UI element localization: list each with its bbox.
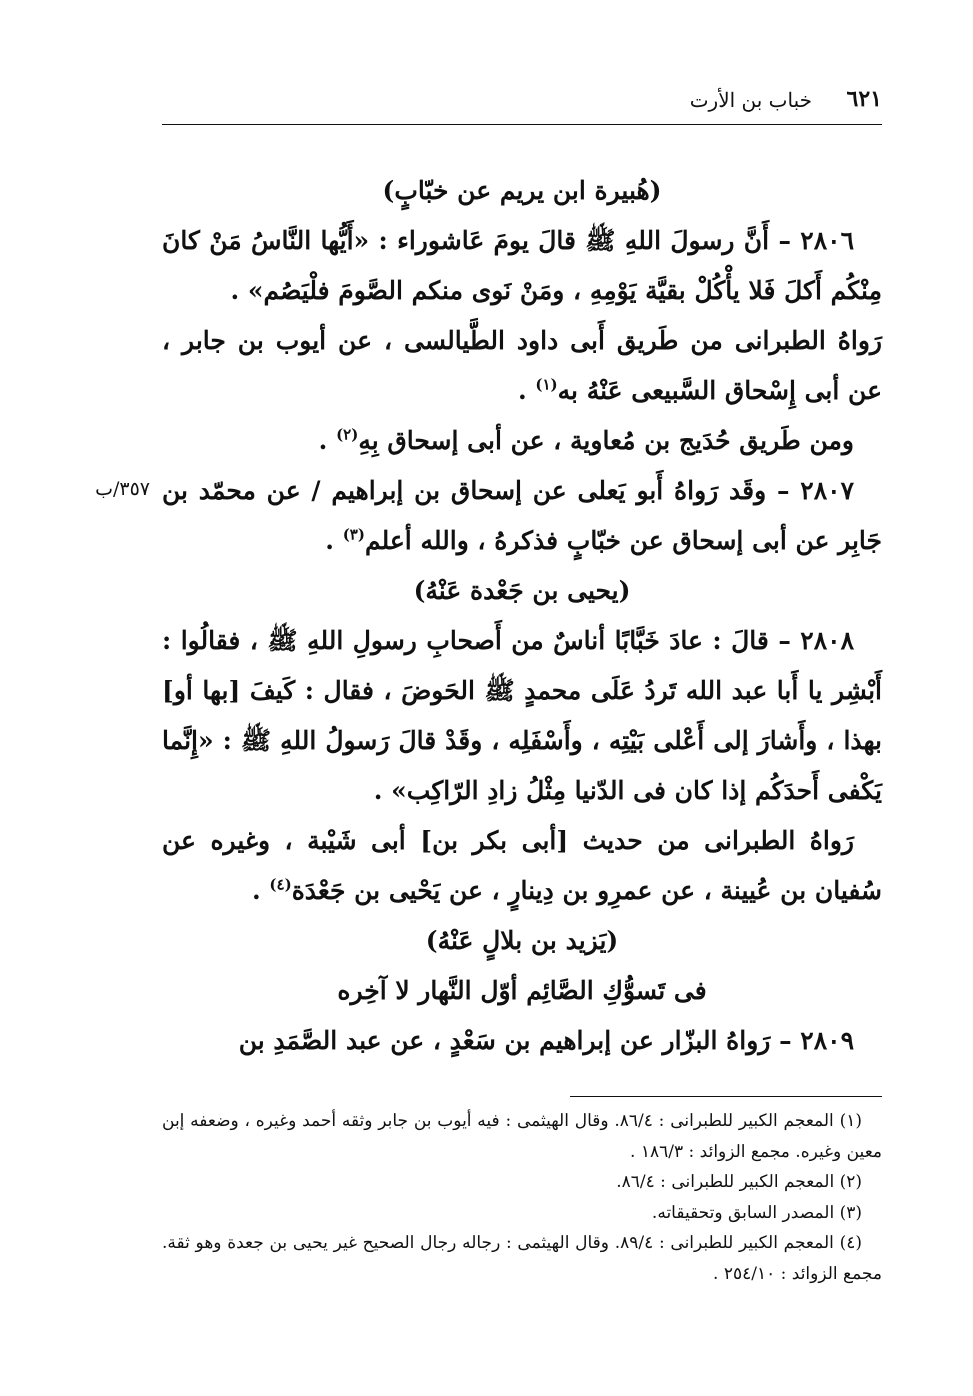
footnote-number: (١): [839, 1111, 862, 1131]
hadith-2806: ٢٨٠٦ – أَنَّ رسولَ اللهِ ﷺ قالَ يومَ عَاشوراء : «أَيُّها النَّاسُ مَنْ كانَ مِنْكُم أَكلَ فَلا يأْكُلْ بقيَّة يَوْمِهِ ، ومَنْ نَوى منكم الصَّومَ فلْيَصُم» .: [162, 226, 882, 305]
footnote: [162, 1167, 882, 1198]
paragraph-text: ٢٨٠٧ – وقَد رَواهُ أَبو يَعلى عن إسحاق بن إبراهيم / عن محمّد بن جَابِر عن أبى إسحاق عن خبّابٍ فذكرهُ ، والله أعلم: [162, 476, 882, 555]
footnote-number: (٣): [839, 1202, 862, 1223]
footnote-ref: (١): [535, 375, 558, 394]
footnote-ref: (٤): [269, 875, 292, 894]
hadith-2809: ٢٨٠٩ – رَواهُ البزّار عن إبراهيم بن سَعْدٍ ، عن عبد الصَّمَدِ بن: [238, 1026, 854, 1055]
paragraph-text: رَواهُ الطبرانى من حديث [أبى بكر بن] أبى شَيْبة ، وغيره عن سُفيان بن عُيينة ، عن عمرِو بن دِينارٍ ، عن يَحْيى بن جَعْدَة: [162, 826, 882, 905]
page-number: ٦٢١: [846, 86, 882, 112]
footnote-text: المعجم الكبير للطبرانى : ٨٦/٤. وقال الهيثمى : فيه أيوب بن جابر وثقه أحمد وغيره ، وضعفه إبن معين وغيره. مجمع الزوائد : ١٨٦/٣ .: [162, 1111, 882, 1162]
hadith-2807: ٢٨٠٧ – وقَد رَواهُ أَبو يَعلى عن إسحاق بن إبراهيم / عن محمّد بن جَابِر عن أبى إسحاق عن خبّابٍ فذكرهُ ، والله أعلم$^{(٣)}$ .: [162, 476, 882, 555]
section-heading: (هُبيرة ابن يريم عن خبّابٍ): [382, 176, 662, 205]
section-heading: (يَزيد بن بلالٍ عَنْهُ): [425, 926, 619, 955]
main-text: [162, 166, 882, 1066]
footnote-rule: [570, 1096, 882, 1097]
section-heading: (يحيى بن جَعْدة عَنْهُ): [413, 576, 631, 605]
footnote-text: المعجم الكبير للطبرانى : ٨٩/٤. وقال الهيثمى : رجاله رجال الصحيح غير يحيى بن جعدة وهو ثقة. مجمع الزوائد : ٢٥٤/١٠ .: [162, 1233, 882, 1284]
section-subheading: فى تَسوُّكِ الصَّائِم أوّل النَّهار لا آخِره: [337, 976, 707, 1005]
footnote-text: المعجم الكبير للطبرانى : ٨٦/٤.: [616, 1172, 835, 1192]
footnote: [162, 1198, 882, 1229]
footnote: [162, 1106, 882, 1167]
margin-folio-note: ٣٥٧/ب: [95, 478, 150, 500]
footnotes: [162, 1106, 882, 1289]
paragraph-text: ومن طَريق حُدَيج بن مُعاوية ، عن أبى إسحاق بِهِ: [358, 426, 854, 455]
footnote-number: (٤): [839, 1233, 862, 1253]
paragraph-text: رَواهُ الطبرانى من طَريق أَبى داود الطَّيالسى ، عن أيوب بن جابر ، عن أبى إِسْحاق السَّبيعى عَنْهُ به: [162, 326, 882, 405]
hadith-2808: ٢٨٠٨ – قالَ : عادَ خَبَّابًا أناسٌ من أَصحابِ رسولِ اللهِ ﷺ ، فقالُوا : أَبْشِر يا أَبا عبد الله تَردُ عَلَى محمدٍ ﷺ الحَوضَ ، فقال : كَيفَ [بها أو] بهذا ، وأَشارَ إلى أَعْلى بَيْتِه ، وأَسْفَلِه ، وقَدْ قالَ رَسولُ اللهِ ﷺ : «إِنَّما يَكْفى أَحدَكُم إذا كان فى الدّنيا مِثْلُ زادِ الرّاكِب» .: [162, 626, 882, 805]
paragraph-riwaya-1: رَواهُ الطبرانى من طَريق أَبى داود الطَّيالسى ، عن أيوب بن جابر ، عن أبى إِسْحاق السَّبيعى عَنْهُ به$^{(١)}$ .: [162, 326, 882, 405]
paragraph-riwaya-2: ومن طَريق حُدَيج بن مُعاوية ، عن أبى إسحاق بِهِ$^{(٢)}$ .: [318, 425, 854, 455]
footnote-text: المصدر السابق وتحقيقاته.: [651, 1202, 835, 1223]
page-header: [162, 86, 882, 122]
header-rule: [162, 124, 882, 125]
footnote-ref: (٢): [336, 425, 359, 444]
paragraph-riwaya-3: رَواهُ الطبرانى من حديث [أبى بكر بن] أبى شَيْبة ، وغيره عن سُفيان بن عُيينة ، عن عمرِو بن دِينارٍ ، عن يَحْيى بن جَعْدَة$^{(٤)}$ .: [162, 826, 882, 905]
footnote: [162, 1228, 882, 1289]
running-head: خباب بن الأرت: [689, 88, 812, 112]
footnote-number: (٢): [839, 1172, 862, 1192]
footnote-ref: (٣): [342, 525, 365, 544]
